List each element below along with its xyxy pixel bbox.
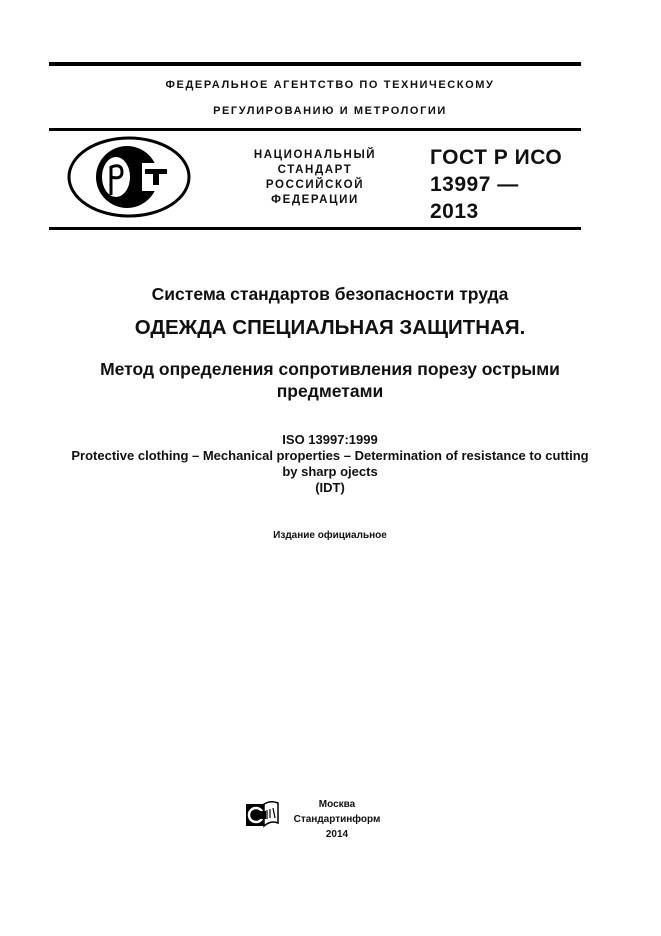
designation-line-1: ГОСТ Р ИСО [430, 146, 563, 169]
iso-equivalence: (IDT) [315, 480, 345, 495]
national-standard-line-3: РОССИЙСКОЙ [265, 179, 365, 191]
subtitle-line-2: предметами [276, 381, 384, 401]
rst-logo-icon [64, 133, 194, 221]
subtitle [30, 358, 630, 402]
agency-line-1: ФЕДЕРАЛЬНОЕ АГЕНТСТВО ПО ТЕХНИЧЕСКОМУ [165, 79, 495, 91]
edition-label: Издание официальное [273, 530, 387, 541]
designation-line-3: 2013 [430, 200, 479, 223]
national-standard-line-2: СТАНДАРТ [277, 164, 353, 176]
iso-title-line-1: Protective clothing – Mechanical properties – Determination of resistance to cutting [71, 448, 589, 463]
agency-line-2: РЕГУЛИРОВАНИЮ И МЕТРОЛОГИИ [213, 105, 447, 117]
standartinform-logo-icon [244, 799, 280, 829]
publisher-city: Москва [318, 799, 356, 810]
publisher-block [282, 797, 392, 842]
subtitle-line-1: Метод определения сопротивления порезу острыми [100, 359, 560, 379]
publisher-name: Стандартинформ [293, 814, 381, 825]
designation-line-2: 13997 — [430, 173, 519, 196]
standard-designation [430, 144, 562, 225]
national-standard-line-4: ФЕДЕРАЦИИ [271, 194, 359, 206]
national-standard-label [236, 148, 394, 208]
header-top-rule [49, 128, 581, 131]
iso-title-line-2: by sharp ojects [282, 464, 378, 479]
publisher-year: 2014 [325, 829, 349, 840]
iso-reference: ISO 13997:1999 [282, 432, 378, 447]
national-standard-line-1: НАЦИОНАЛЬНЫЙ [253, 149, 377, 161]
header-bottom-rule [49, 227, 581, 230]
main-title: ОДЕЖДА СПЕЦИАЛЬНАЯ ЗАЩИТНАЯ. [134, 316, 526, 339]
series-title: Система стандартов безопасности труда [151, 284, 509, 304]
top-rule [49, 62, 581, 66]
